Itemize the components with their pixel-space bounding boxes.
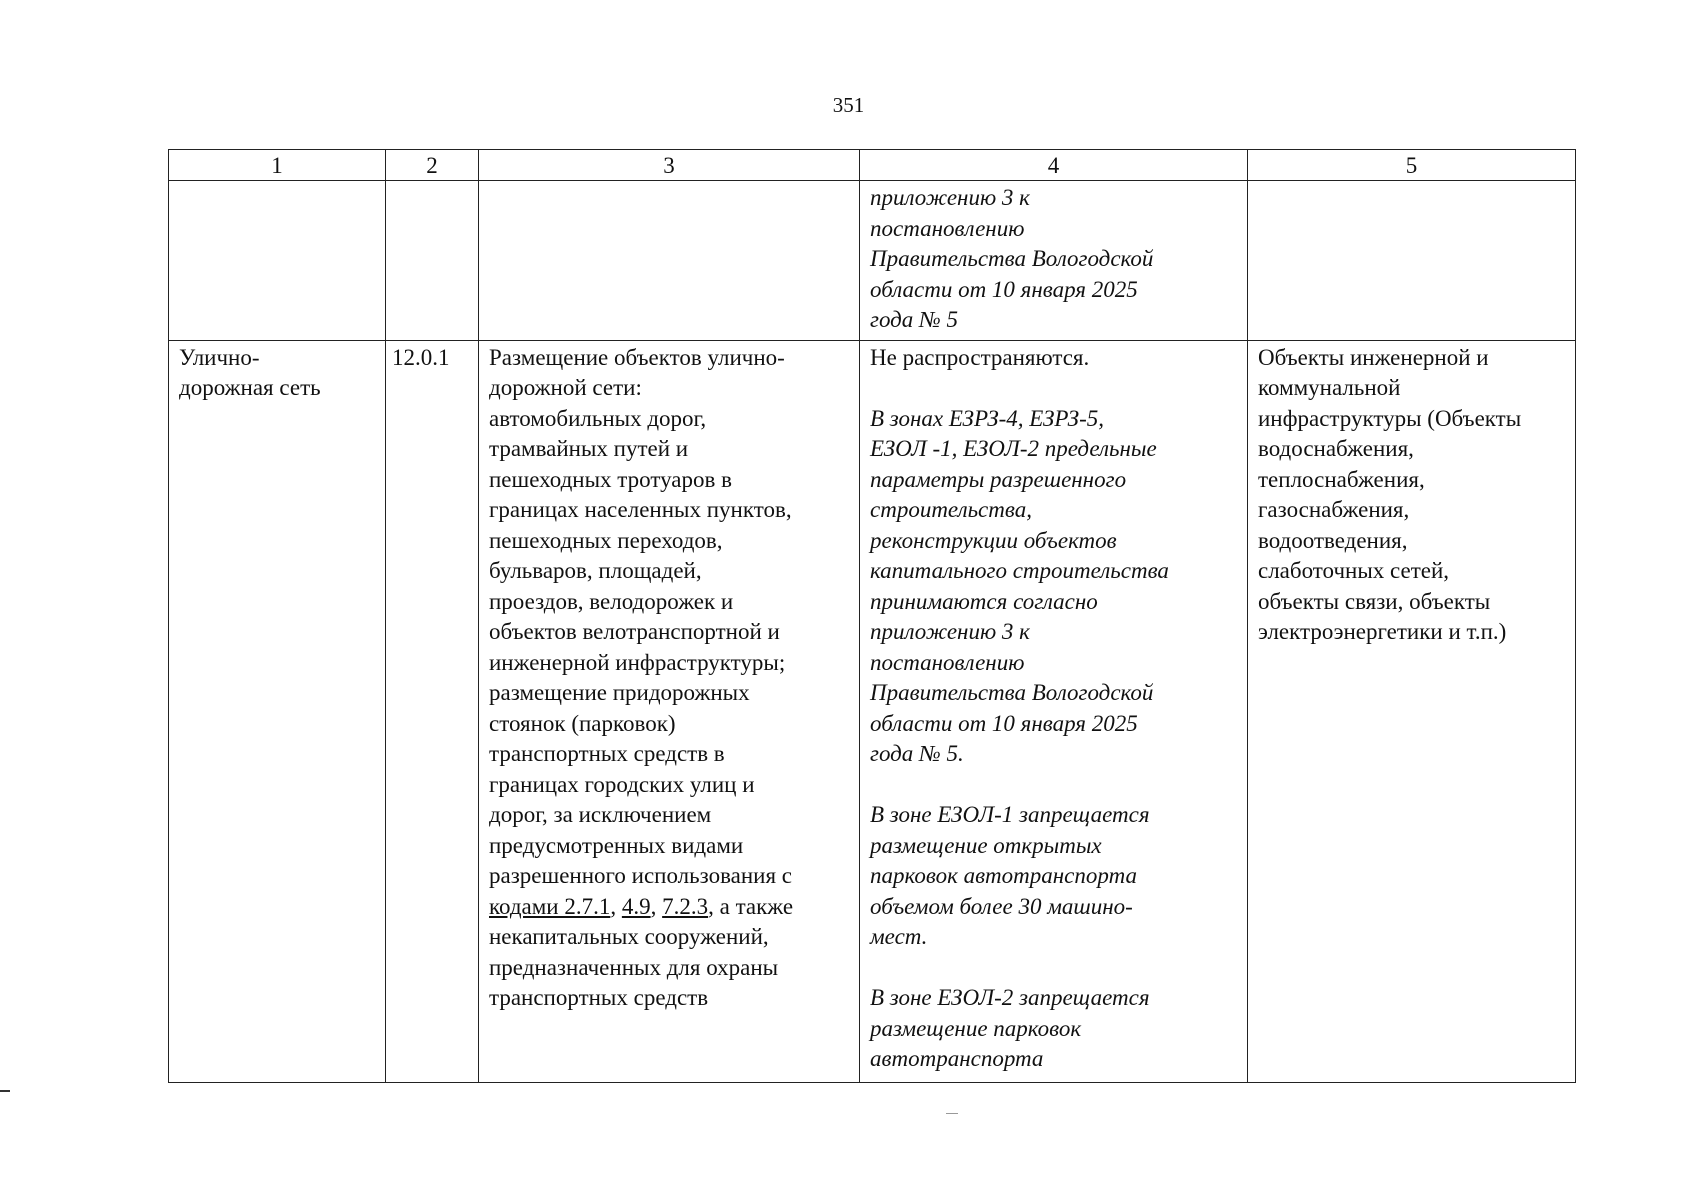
parameters-paragraph-1: Не распространяются.	[870, 344, 1090, 370]
continuation-cell-1	[169, 181, 386, 341]
separator: ,	[610, 893, 622, 919]
continuation-cell-3	[479, 181, 860, 341]
parameters-cell	[860, 340, 1248, 1082]
land-use-code-cell	[386, 340, 479, 1082]
continuation-cell-5	[1248, 181, 1576, 341]
code-link-49[interactable]: 4.9	[621, 893, 651, 919]
paragraph-gap	[870, 373, 1237, 404]
header-col-3: 3	[479, 150, 860, 181]
land-use-description-cell	[479, 340, 860, 1082]
continuation-cell-4	[860, 181, 1248, 341]
margin-mark	[0, 1090, 10, 1092]
separator: ,	[650, 893, 663, 919]
description-tail: , а также некапитальных сооружений, предназначенных для охраны транспортных средств	[489, 893, 794, 1010]
paragraph-gap	[870, 770, 1237, 801]
land-use-code: 12.0.1	[392, 344, 450, 370]
description-text: Размещение объектов улично- дорожной сети: автомобильных дорог, трамвайных путей и пешеходных тротуаров в границах населенных пунктов, пешеходных переходов, бульваров, площадей, проездов, велодорожек и объектов велотранспортной и инженерной инфраструктуры; размещение придорожных стоянок (парковок) транспортных средств в границах городских улиц и дорог, за исключением предусмотренных видами разрешенного использования с	[489, 344, 793, 888]
land-use-name: Улично- дорожная сеть	[179, 344, 321, 400]
table-row	[169, 340, 1576, 1082]
header-col-4: 4	[860, 150, 1248, 181]
header-col-5: 5	[1248, 150, 1576, 181]
auxiliary-uses-text: Объекты инженерной и коммунальной инфраструктуры (Объекты водоснабжения, теплоснабжения, газоснабжения, водоотведения, слаботочных сетей, объекты связи, объекты электроэнергетики и т.п.)	[1258, 344, 1522, 644]
header-col-1: 1	[169, 150, 386, 181]
zoning-regulations-table	[168, 149, 1576, 1083]
paragraph-gap	[870, 953, 1237, 984]
continuation-row	[169, 181, 1576, 341]
scan-artifact	[946, 1113, 958, 1114]
page-number: 351	[832, 93, 865, 117]
continuation-cell-2	[386, 181, 479, 341]
header-col-2: 2	[386, 150, 479, 181]
continuation-text: приложению 3 к постановлению Правительства Вологодской области от 10 января 2025 года № 5	[870, 185, 1154, 332]
land-use-name-cell	[169, 340, 386, 1082]
header-row	[169, 150, 1576, 181]
parameters-paragraph-3: В зоне ЕЗОЛ-1 запрещается размещение открытых парковок автотранспорта объемом более 30 машино- мест.	[870, 802, 1150, 949]
parameters-paragraph-4: В зоне ЕЗОЛ-2 запрещается размещение парковок автотранспорта	[870, 985, 1150, 1071]
codes-link-271[interactable]: кодами 2.7.1	[489, 893, 611, 919]
parameters-paragraph-2: В зонах ЕЗРЗ-4, ЕЗРЗ-5, ЕЗОЛ -1, ЕЗОЛ-2 предельные параметры разрешенного строительства, реконструкции объектов капитального строительства принимаются согласно приложению 3 к постановлению Правительства Вологодской области от 10 января 2025 года № 5.	[870, 405, 1169, 766]
auxiliary-uses-cell	[1248, 340, 1576, 1082]
code-link-723[interactable]: 7.2.3	[662, 893, 709, 919]
